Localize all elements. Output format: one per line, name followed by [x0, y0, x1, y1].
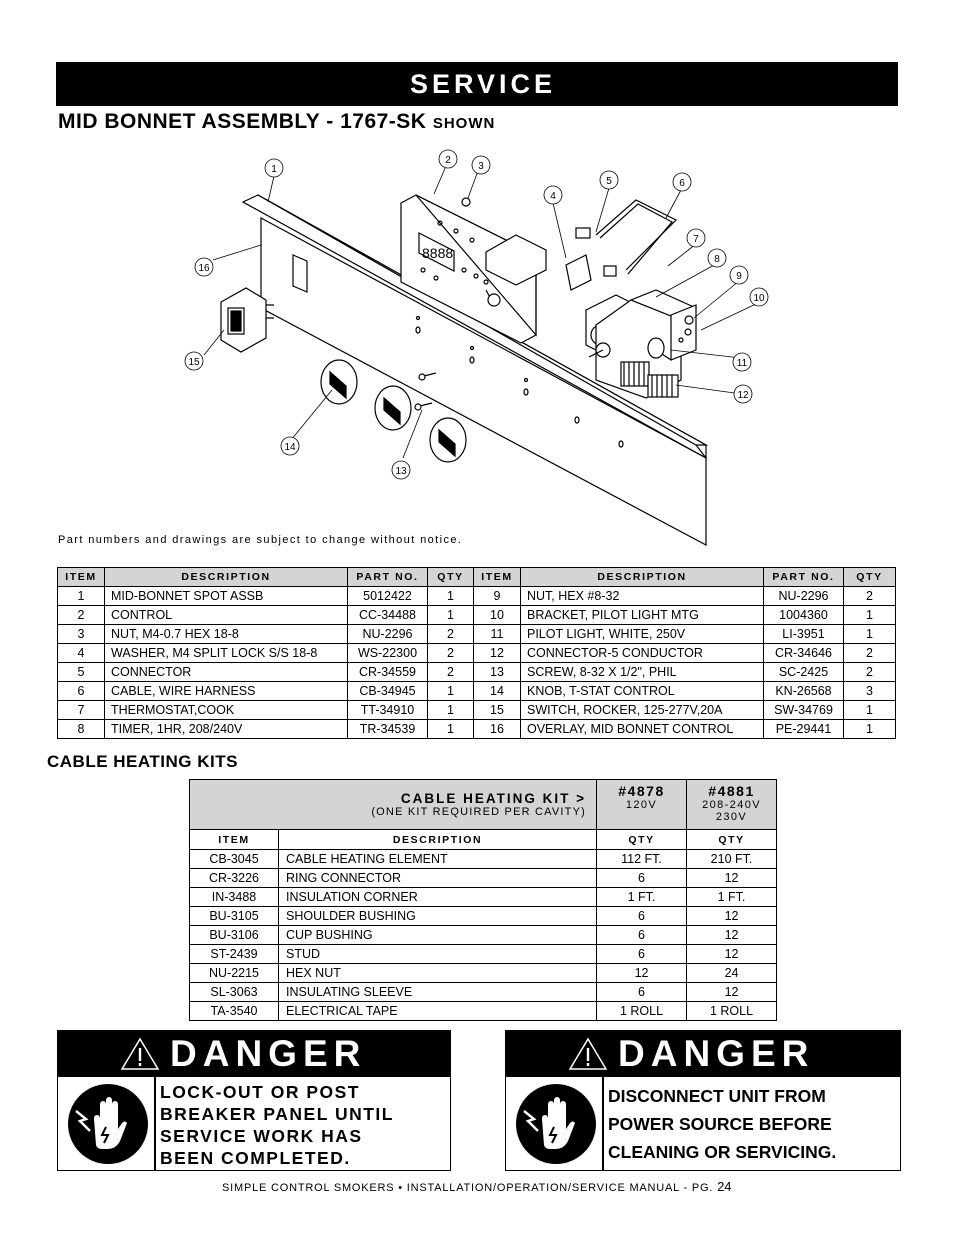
cell-item: 5 [58, 663, 105, 682]
cell-qty: 2 [844, 587, 896, 606]
cell-qty-4878: 1 ROLL [597, 1002, 687, 1021]
table-row [190, 888, 777, 907]
cell-qty: 1 [428, 606, 474, 625]
svg-text:2: 2 [445, 155, 451, 166]
cell-description: CONTROL [105, 606, 348, 625]
danger-band [58, 1031, 450, 1077]
cell-item: 7 [58, 701, 105, 720]
cell-description: TIMER, 1HR, 208/240V [105, 720, 348, 739]
col-item-2: ITEM [474, 568, 521, 587]
cell-item: 3 [58, 625, 105, 644]
col-description-2: DESCRIPTION [521, 568, 764, 587]
cell-qty-4881: 12 [687, 907, 777, 926]
cell-part-no: CR-34559 [348, 663, 428, 682]
cell-part-no: KN-26568 [764, 682, 844, 701]
cell-qty-4881: 12 [687, 945, 777, 964]
cell-qty: 3 [844, 682, 896, 701]
callout-1 [265, 159, 283, 177]
cell-qty-4878: 6 [597, 945, 687, 964]
callout-4 [544, 186, 562, 204]
callout-6 [673, 173, 691, 191]
table-row [190, 945, 777, 964]
callout-3 [472, 156, 490, 174]
callout-15 [185, 352, 203, 370]
table-row [190, 850, 777, 869]
cell-qty-4881: 12 [687, 869, 777, 888]
table-row [58, 606, 896, 625]
callout-7 [687, 229, 705, 247]
cell-item: NU-2215 [190, 964, 279, 983]
danger-word: DANGER [170, 1033, 367, 1074]
cell-qty: 2 [428, 663, 474, 682]
cell-item: CR-3226 [190, 869, 279, 888]
cell-part-no: LI-3951 [764, 625, 844, 644]
page-number: 24 [717, 1179, 732, 1194]
danger-line: CLEANING OR SERVICING. [608, 1142, 837, 1162]
table-row [58, 644, 896, 663]
cell-item: BU-3106 [190, 926, 279, 945]
danger-line: LOCK-OUT OR POST [160, 1082, 360, 1102]
cell-description: NUT, HEX #8-32 [521, 587, 764, 606]
cell-description: CONNECTOR [105, 663, 348, 682]
cell-item: 6 [58, 682, 105, 701]
svg-text:11: 11 [736, 358, 748, 369]
service-header-bar [56, 62, 898, 106]
svg-text:8: 8 [714, 254, 720, 265]
cell-qty: 1 [428, 701, 474, 720]
service-title: SERVICE [410, 69, 557, 99]
cell-qty-4878: 6 [597, 869, 687, 888]
cell-part-no: CC-34488 [348, 606, 428, 625]
cell-qty-4878: 6 [597, 926, 687, 945]
electric-hand-icon [64, 1081, 152, 1167]
cell-item: 1 [58, 587, 105, 606]
svg-text:4: 4 [550, 191, 556, 202]
cell-item: 14 [474, 682, 521, 701]
table-row [190, 926, 777, 945]
cell-item: 2 [58, 606, 105, 625]
col-qty-2: QTY [844, 568, 896, 587]
kits-column-header-row [190, 830, 777, 850]
section-title-main: MID BONNET ASSEMBLY - 1767-SK [58, 110, 427, 133]
svg-text:9: 9 [736, 271, 742, 282]
callout-12 [734, 385, 752, 403]
cell-description: OVERLAY, MID BONNET CONTROL [521, 720, 764, 739]
cell-part-no: NU-2296 [764, 587, 844, 606]
svg-text:10: 10 [753, 293, 765, 304]
cell-qty: 2 [844, 663, 896, 682]
cell-item: 9 [474, 587, 521, 606]
cell-description: BRACKET, PILOT LIGHT MTG [521, 606, 764, 625]
svg-text:14: 14 [284, 442, 296, 453]
col-qty: QTY [428, 568, 474, 587]
cell-description: SWITCH, ROCKER, 125-277V,20A [521, 701, 764, 720]
callout-11 [733, 353, 751, 371]
table-row [190, 964, 777, 983]
cell-description: CONNECTOR-5 CONDUCTOR [521, 644, 764, 663]
danger-panel-disconnect [505, 1030, 901, 1171]
cell-qty: 2 [844, 644, 896, 663]
cell-part-no: CB-34945 [348, 682, 428, 701]
cell-description: WASHER, M4 SPLIT LOCK S/S 18-8 [105, 644, 348, 663]
danger-panel-lockout [57, 1030, 451, 1171]
cell-description: CABLE HEATING ELEMENT [279, 850, 597, 869]
cell-item: 13 [474, 663, 521, 682]
cell-description: INSULATION CORNER [279, 888, 597, 907]
warning-triangle-icon [120, 1037, 160, 1071]
svg-text:3: 3 [478, 161, 484, 172]
danger-line: BEEN COMPLETED. [160, 1148, 351, 1168]
svg-text:15: 15 [188, 357, 200, 368]
cell-part-no: TR-34539 [348, 720, 428, 739]
cable-kits-table [189, 779, 777, 1021]
table-row [190, 907, 777, 926]
cell-item: 4 [58, 644, 105, 663]
cell-description: SCREW, 8-32 X 1/2", PHIL [521, 663, 764, 682]
danger-line: SERVICE WORK HAS [160, 1126, 363, 1146]
kit-label: CABLE HEATING KIT > [400, 791, 587, 806]
danger-message [602, 1077, 900, 1170]
cell-qty: 2 [428, 644, 474, 663]
cell-part-no: TT-34910 [348, 701, 428, 720]
callout-10 [750, 288, 768, 306]
danger-line: POWER SOURCE BEFORE [608, 1114, 832, 1134]
table-row [58, 587, 896, 606]
cell-qty-4881: 1 FT. [687, 888, 777, 907]
cell-item: IN-3488 [190, 888, 279, 907]
callout-16 [195, 258, 213, 276]
cell-item: SL-3063 [190, 983, 279, 1002]
callout-2 [439, 150, 457, 168]
table-row [58, 701, 896, 720]
table-row [190, 983, 777, 1002]
section-title [58, 110, 495, 134]
cell-part-no: CR-34646 [764, 644, 844, 663]
cell-qty-4878: 6 [597, 907, 687, 926]
cell-qty-4878: 12 [597, 964, 687, 983]
col-part-no-2: PART NO. [764, 568, 844, 587]
kit-4881-voltage: 208-240V [702, 799, 761, 811]
danger-band [506, 1031, 900, 1077]
col-description: DESCRIPTION [105, 568, 348, 587]
table-row [58, 663, 896, 682]
kit-4881-voltage-2: 230V [715, 811, 748, 823]
cell-description: NUT, M4-0.7 HEX 18-8 [105, 625, 348, 644]
cell-part-no: SC-2425 [764, 663, 844, 682]
kit-4878-voltage: 120V [625, 799, 658, 811]
table-row [58, 720, 896, 739]
callout-13 [392, 461, 410, 479]
svg-text:5: 5 [606, 176, 612, 187]
kit-4878-number: #4878 [618, 783, 665, 799]
cell-qty: 1 [844, 625, 896, 644]
section-title-suffix: SHOWN [432, 115, 496, 132]
cell-qty: 1 [428, 720, 474, 739]
cell-part-no: PE-29441 [764, 720, 844, 739]
cell-qty-4878: 6 [597, 983, 687, 1002]
parts-table [57, 567, 896, 739]
cell-description: STUD [279, 945, 597, 964]
cell-qty-4878: 112 FT. [597, 850, 687, 869]
danger-word: DANGER [618, 1033, 815, 1074]
page-footer [222, 1179, 732, 1194]
cell-description: HEX NUT [279, 964, 597, 983]
kit-label-cell [190, 780, 597, 830]
danger-line: BREAKER PANEL UNTIL [160, 1104, 394, 1124]
kit-4878-cell [597, 780, 687, 830]
table-row [190, 1002, 777, 1021]
col-item: ITEM [58, 568, 105, 587]
cell-description: SHOULDER BUSHING [279, 907, 597, 926]
electric-hand-icon [512, 1081, 600, 1167]
kit-4881-cell [687, 780, 777, 830]
kits-col-description: DESCRIPTION [279, 830, 597, 850]
cable-kits-title: CABLE HEATING KITS [47, 752, 238, 771]
cell-part-no: 1004360 [764, 606, 844, 625]
kits-col-item: ITEM [190, 830, 279, 850]
cell-description: CUP BUSHING [279, 926, 597, 945]
kits-col-qty-4881: QTY [687, 830, 777, 850]
cell-part-no: NU-2296 [348, 625, 428, 644]
cell-description: CABLE, WIRE HARNESS [105, 682, 348, 701]
cell-qty: 1 [428, 682, 474, 701]
cell-description: RING CONNECTOR [279, 869, 597, 888]
kits-col-qty-4878: QTY [597, 830, 687, 850]
cell-item: 15 [474, 701, 521, 720]
table-row [58, 682, 896, 701]
col-part-no: PART NO. [348, 568, 428, 587]
kit-sub-label: (ONE KIT REQUIRED PER CAVITY) [371, 806, 587, 818]
svg-text:7: 7 [693, 234, 699, 245]
cell-qty: 2 [428, 625, 474, 644]
footer-text: SIMPLE CONTROL SMOKERS • INSTALLATION/OPERATION/SERVICE MANUAL - PG. [222, 1182, 714, 1194]
cell-description: MID-BONNET SPOT ASSB [105, 587, 348, 606]
kits-header-row [190, 780, 777, 830]
cell-item: TA-3540 [190, 1002, 279, 1021]
danger-message [154, 1077, 450, 1170]
svg-text:8888: 8888 [422, 245, 454, 261]
parts-table-header [58, 568, 896, 587]
cell-item: CB-3045 [190, 850, 279, 869]
cell-qty: 1 [844, 701, 896, 720]
callout-8 [708, 249, 726, 267]
exploded-assembly-diagram [56, 140, 898, 560]
callout-9 [730, 266, 748, 284]
cell-qty: 1 [844, 606, 896, 625]
table-row [190, 869, 777, 888]
warning-triangle-icon [568, 1037, 608, 1071]
cell-qty-4881: 12 [687, 983, 777, 1002]
svg-text:16: 16 [198, 263, 210, 274]
cell-item: BU-3105 [190, 907, 279, 926]
svg-text:12: 12 [737, 390, 749, 401]
callout-5 [600, 171, 618, 189]
cell-description: KNOB, T-STAT CONTROL [521, 682, 764, 701]
cell-description: ELECTRICAL TAPE [279, 1002, 597, 1021]
cell-description: PILOT LIGHT, WHITE, 250V [521, 625, 764, 644]
cell-description: THERMOSTAT,COOK [105, 701, 348, 720]
cell-item: 10 [474, 606, 521, 625]
table-row [58, 625, 896, 644]
cell-item: 16 [474, 720, 521, 739]
cell-qty-4881: 24 [687, 964, 777, 983]
svg-text:6: 6 [679, 178, 685, 189]
svg-text:1: 1 [271, 164, 277, 175]
cell-qty-4878: 1 FT. [597, 888, 687, 907]
disclaimer-text: Part numbers and drawings are subject to change without notice. [58, 534, 463, 546]
danger-line: DISCONNECT UNIT FROM [608, 1086, 826, 1106]
cell-qty: 1 [428, 587, 474, 606]
cell-description: INSULATING SLEEVE [279, 983, 597, 1002]
cell-qty: 1 [844, 720, 896, 739]
callout-14 [281, 437, 299, 455]
svg-text:13: 13 [395, 466, 407, 477]
cell-part-no: SW-34769 [764, 701, 844, 720]
cell-qty-4881: 12 [687, 926, 777, 945]
cell-item: 11 [474, 625, 521, 644]
cell-qty-4881: 1 ROLL [687, 1002, 777, 1021]
cell-item: ST-2439 [190, 945, 279, 964]
cell-part-no: 5012422 [348, 587, 428, 606]
cell-qty-4881: 210 FT. [687, 850, 777, 869]
cell-item: 12 [474, 644, 521, 663]
cell-part-no: WS-22300 [348, 644, 428, 663]
cell-item: 8 [58, 720, 105, 739]
kit-4881-number: #4881 [708, 783, 755, 799]
